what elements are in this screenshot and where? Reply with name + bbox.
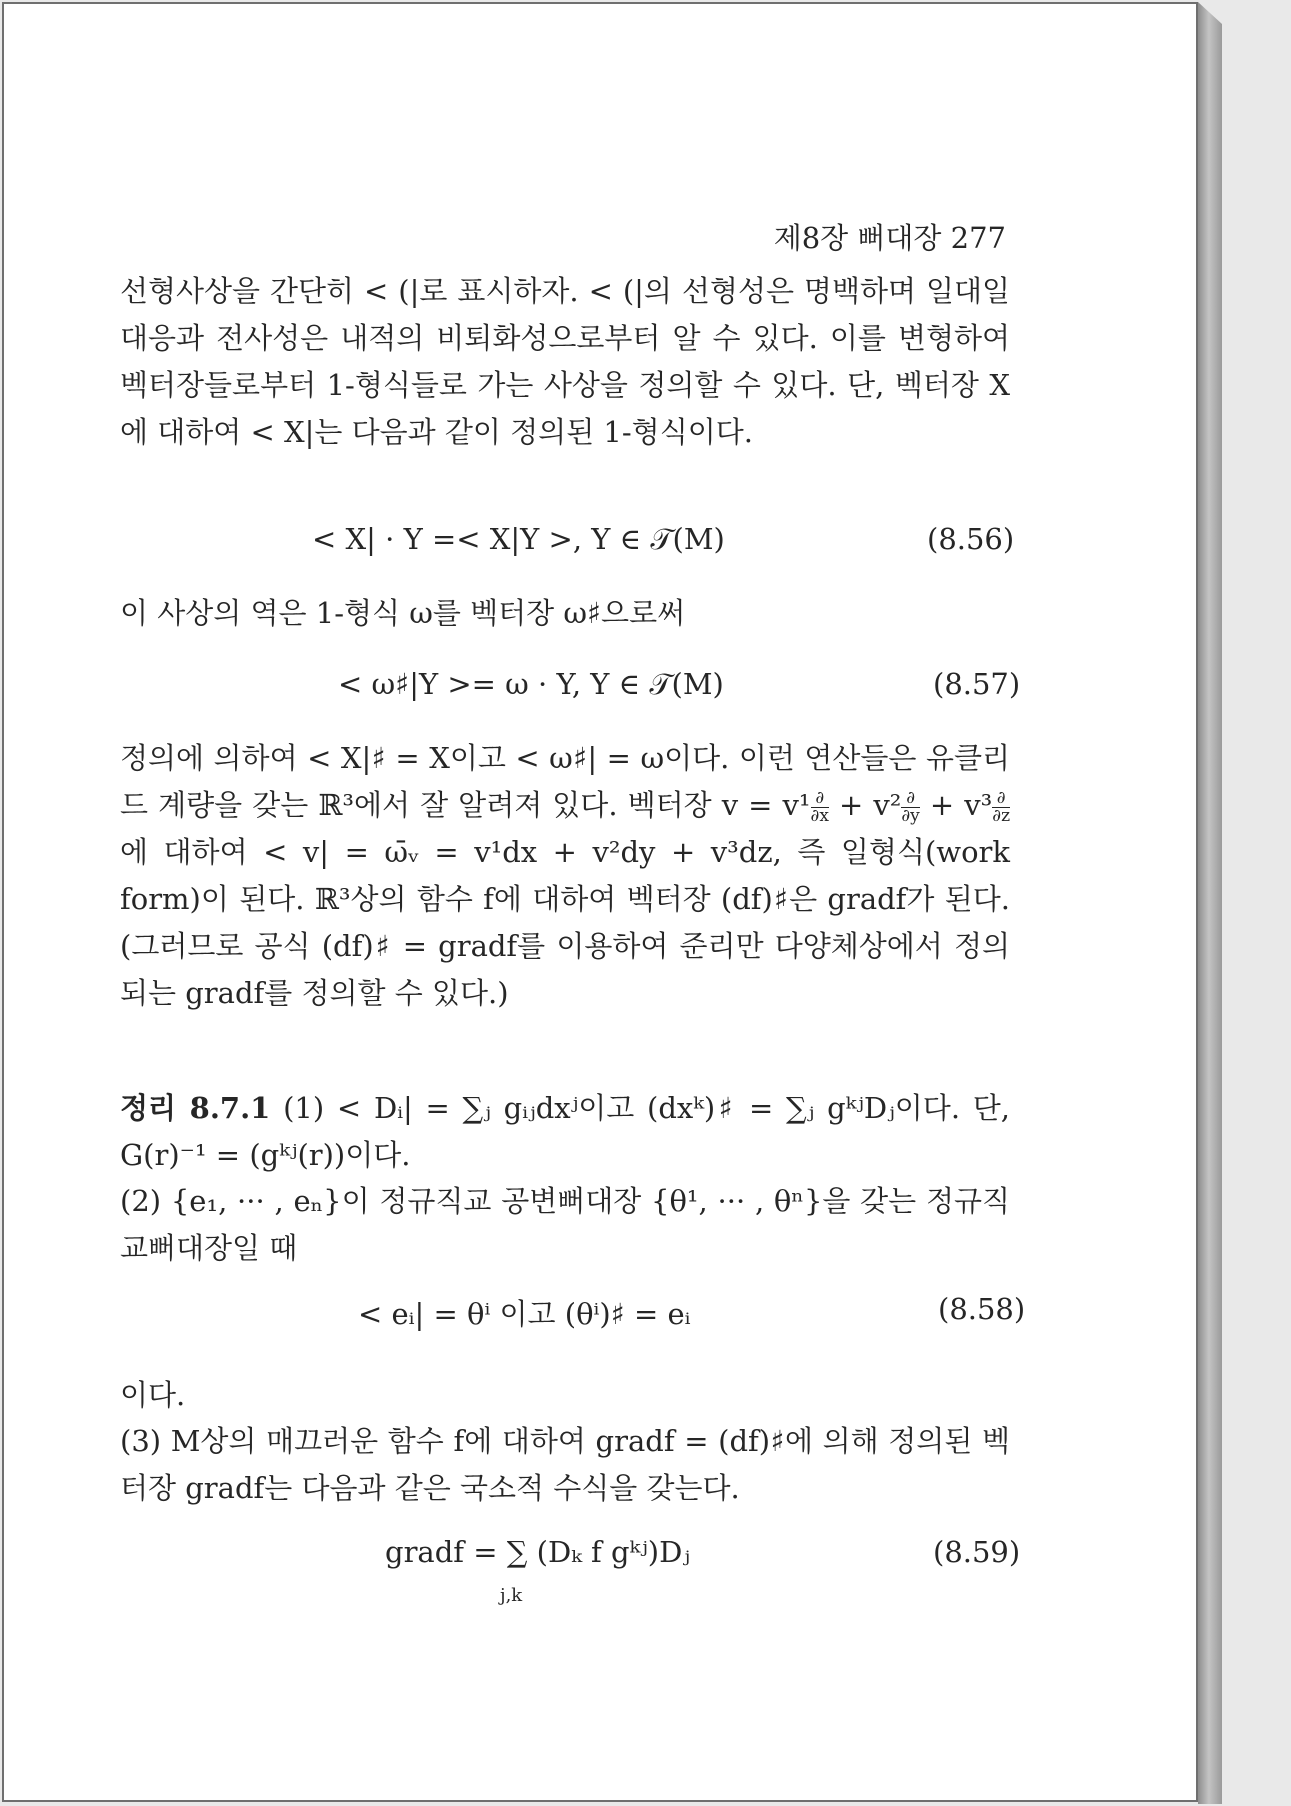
equation-8-59: gradf = ∑ (Dₖ f gᵏʲ)Dⱼ (385, 1535, 691, 1569)
partial-y-fraction: $\frac{\partial}{\partial y}$ (901, 787, 920, 826)
equation-8-57: < ω♯|Y >= ω · Y, Y ∈ 𝒯(M) (338, 667, 724, 701)
paragraph-2: 이 사상의 역은 1-형식 ω를 벡터장 ω♯으로써 (120, 596, 686, 630)
partial-x-fraction: $\frac{\partial}{\partial x}$ (810, 787, 829, 826)
paragraph-3: 정의에 의하여 < X|♯ = X이고 < ω♯| = ω이다. 이런 연산들은 유클리드 계량을 갖는 ℝ³에서 잘 알려져 있다. 벡터장 v = v¹ $\frac{\partial}{\partial x}$ + v² $\frac{\partial}{\partial y}$ + v³ $\frac{\partial}{\partial z}$ 에 대하여 < v| = ω̄ᵥ = v¹dx + v²dy + v³dz, 즉 일형식(work form)이 된다. ℝ³상의 함수 f에 대하여 벡터장 (df)♯은 gradf가 된다. (그러므로 공식 (df)♯ = gradf를 이용하여 준리만 다양체상에서 정의되는 gradf를 정의할 수 있다.) (120, 741, 1011, 1010)
paragraph-4: 이다. (120, 1378, 186, 1412)
equation-8-59-subscript: j,k (500, 1585, 523, 1606)
paragraph-3-part-b: 에 대하여 < v| = ω̄ᵥ = v¹dx + v²dy + v³dz, 즉 일형식(work form)이 된다. ℝ³상의 함수 f에 대하여 벡터장 (df)♯은 gradf가 된다. (그러므로 공식 (df)♯ = gradf를 이용하여 준리만 다양체상에서 정의되는 gradf를 정의할 수 있다.) (120, 835, 1010, 1010)
theorem-8-7-1 (120, 1085, 1010, 1179)
running-head: 제8장 뻐대장 277 (773, 221, 1006, 255)
paragraph-3-part-a: 정의에 의하여 < X|♯ = X이고 < ω♯| = ω이다. 이런 연산들은 유클리드 계량을 갖는 ℝ³에서 잘 알려져 있다. 벡터장 v = v¹ (120, 741, 1010, 822)
partial-z-fraction: $\frac{\partial}{\partial z}$ (992, 787, 1011, 826)
paragraph-1: 선형사상을 간단히 < (|로 표시하자. < (|의 선형성은 명백하며 일대일 대응과 전사성은 내적의 비퇴화성으로부터 알 수 있다. 이를 변형하여 벡터장들로부터 1-형식들로 가는 사상을 정의할 수 있다. 단, 벡터장 X에 대하여 < X|는 다음과 같이 정의된 1-형식이다. (120, 274, 1010, 449)
equation-8-56: < X| · Y =< X|Y >, Y ∈ 𝒯(M) (312, 522, 725, 556)
equation-number-8-57: (8.57) (933, 667, 1021, 701)
equation-number-8-58: (8.58) (938, 1292, 1026, 1326)
page-edge-shadow (1198, 2, 1222, 1804)
equation-number-8-56: (8.56) (927, 522, 1015, 556)
theorem-part-3: (3) M상의 매끄러운 함수 f에 대하여 gradf = (df)♯에 의해 정의된 벡터장 gradf는 다음과 같은 국소적 수식을 갖는다. (120, 1424, 1010, 1505)
equation-8-58: < eᵢ| = θⁱ 이고 (θⁱ)♯ = eᵢ (358, 1297, 691, 1331)
equation-number-8-59: (8.59) (933, 1535, 1021, 1569)
theorem-part-2: (2) {e₁, ··· , eₙ}이 정규직교 공변뻐대장 {θ¹, ··· , θⁿ}을 갖는 정규직교뻐대장일 때 (120, 1184, 1010, 1265)
theorem-part-1: (1) < Dᵢ| = ∑ⱼ gᵢⱼdxʲ이고 (dxᵏ)♯ = ∑ⱼ gᵏʲDⱼ이다. 단, G(r)⁻¹ = (gᵏʲ(r))이다. (120, 1091, 1010, 1172)
theorem-label: 정리 8.7.1 (120, 1091, 271, 1125)
